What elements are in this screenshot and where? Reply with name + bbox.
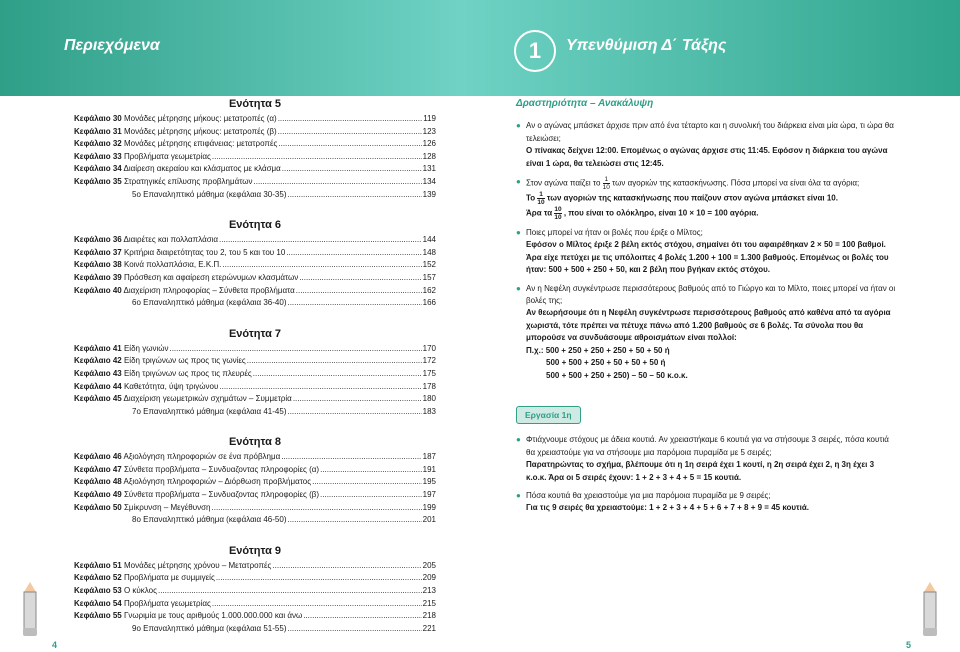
page-number: 218: [422, 611, 436, 621]
chapter-title: Στρατηγικές επίλυσης προβλημάτων: [123, 176, 253, 186]
chapter-label: Κεφάλαιο 46: [74, 452, 122, 462]
chapter-title: Προβλήματα γεωμετρίας: [123, 151, 211, 161]
chapter-title: Μονάδες μέτρησης μήκους: μετατροπές (β): [123, 126, 277, 136]
leader-dots: [296, 285, 422, 298]
page-number: 180: [422, 394, 436, 404]
chapter-row: [74, 560, 436, 573]
chapter-title: Ο κύκλος: [123, 586, 157, 596]
page-number: 119: [423, 114, 436, 123]
chapter-row: [74, 393, 436, 406]
leader-dots: [222, 259, 421, 272]
answer-item: [516, 434, 896, 484]
chapter-title: Σμίκρυνση – Μεγέθυνση: [123, 502, 211, 512]
review-lesson-row: [74, 189, 436, 202]
chapter-row: [74, 476, 436, 489]
contents-title: Περιεχόμενα: [64, 37, 160, 54]
leader-dots: [287, 406, 421, 419]
chapter-row: [74, 126, 436, 139]
leader-dots: [320, 489, 422, 502]
leader-dots: [287, 514, 421, 527]
chapter-row: [74, 451, 436, 464]
chapter-label: Κεφάλαιο 42: [74, 356, 122, 366]
chapter-title: Μονάδες μέτρησης χρόνου – Μετατροπές: [123, 560, 272, 570]
chapter-row: [74, 572, 436, 585]
chapter-label: Κεφάλαιο 40: [74, 285, 122, 295]
chapter-label: Κεφάλαιο 44: [74, 381, 122, 391]
chapter-row: [74, 259, 436, 272]
chapter-title: Σύνθετα προβλήματα – Συνδυαζοντας πληροφορίες (β): [123, 490, 320, 500]
chapter-label: Κεφάλαιο 50: [74, 502, 122, 512]
chapter-label: Κεφάλαιο 49: [74, 490, 122, 500]
chapter-title: Πρόσθεση και αφαίρεση ετερώνυμων κλασμάτων: [123, 272, 299, 282]
fraction: $\frac{1}{10}$: [602, 176, 610, 192]
leader-dots: [278, 113, 423, 126]
answer-text: Αν θεωρήσουμε ότι η Νεφέλη συγκέντρωσε περισσότερους βαθμούς από καθένα από τα αγόρια χωριστά, τότε πρέπει να πέτυχε πάνω από 1.200 βαθμούς σε 6 βολές. Τα σύνολα που θα μπορούσε να συνδυάσουμε αθροισμάτων είναι πολλοί:: [526, 308, 891, 343]
page-number: 148: [422, 247, 436, 257]
answer-text: Για τις 9 σειρές θα χρειαστούμε: 1 + 2 + 3 + 4 + 5 + 6 + 7 + 8 + 9 = 45 κουτιά.: [526, 503, 809, 513]
chapter-title: Υπενθύμιση Δ΄ Τάξης: [566, 37, 727, 54]
chapter-row: [74, 247, 436, 260]
leader-dots: [212, 151, 422, 164]
leader-dots: [169, 343, 421, 356]
chapter-label: Κεφάλαιο 48: [74, 477, 122, 487]
chapter-label: Κεφάλαιο 43: [74, 368, 122, 378]
chapter-label: Κεφάλαιο 54: [74, 598, 122, 608]
chapter-title: Κοινά πολλαπλάσια, Ε.Κ.Π.: [123, 260, 222, 270]
chapter-title: Γνωριμία με τους αριθμούς 1.000.000.000 και άνω: [123, 611, 303, 621]
leader-dots: [287, 623, 421, 636]
chapter-title: Αξιολόγηση πληροφοριών σε ένα πρόβλημα: [123, 452, 281, 462]
chapter-row: [74, 355, 436, 368]
question-text: Στον αγώνα παίζει το $\frac{1}{10}$ των αγοριών της κατασκήνωσης. Πόσα μπορεί να είναι όλα τα αγόρια;: [526, 176, 860, 192]
leader-dots: [287, 189, 421, 202]
chapter-label: Κεφάλαιο 52: [74, 573, 122, 583]
unit-title: Ενότητα 9: [228, 544, 282, 557]
leader-dots: [253, 368, 422, 381]
answer-item: [516, 176, 896, 221]
leader-dots: [158, 585, 422, 598]
page-number: 123: [422, 126, 436, 136]
page-number: 170: [422, 343, 436, 353]
page-number: 197: [422, 490, 436, 500]
leader-dots: [219, 381, 421, 394]
page-number: 172: [422, 356, 436, 366]
work-label: Εργασία 1η: [516, 406, 581, 424]
chapter-label: Κεφάλαιο 51: [74, 560, 122, 570]
chapter-row: [74, 138, 436, 151]
example-line: Π.χ.: 500 + 250 + 250 + 250 + 50 + 50 ή: [526, 345, 670, 355]
chapter-number-badge: 1: [514, 30, 556, 72]
leader-dots: [247, 355, 422, 368]
page-header-band: [0, 0, 960, 96]
fraction: $\frac{10}{10}$: [554, 206, 562, 222]
chapter-row: [74, 585, 436, 598]
chapter-label: Κεφάλαιο 30: [74, 114, 122, 123]
section-title: Δραστηριότητα – Ανακάλυψη: [516, 98, 654, 109]
pencil-icon: [918, 582, 942, 638]
question-text: Ποιες μπορεί να ήταν οι βολές που έριξε ο Μίλτος;: [526, 228, 703, 238]
chapter-label: Κεφάλαιο 32: [74, 139, 122, 149]
pencil-icon: [18, 582, 42, 638]
chapter-title: Διαχείριση γεωμετρικών σχημάτων – Συμμετρία: [123, 394, 292, 404]
page-number: 221: [422, 623, 436, 633]
chapter-title: Αξιολόγηση πληροφοριών – Διόρθωση προβλήματος: [123, 477, 312, 487]
page-number: 175: [422, 368, 436, 378]
leader-dots: [216, 572, 422, 585]
chapter-row: [74, 502, 436, 515]
leader-dots: [312, 476, 422, 489]
leader-dots: [278, 126, 422, 139]
leader-dots: [286, 247, 421, 260]
chapter-label: Κεφάλαιο 47: [74, 464, 122, 474]
chapter-title: 9ο Επαναληπτικό μάθημα (κεφάλαια 51-55): [132, 623, 287, 633]
page-number: 209: [422, 573, 436, 583]
chapter-row: [74, 113, 436, 126]
leader-dots: [320, 464, 422, 477]
leader-dots: [212, 502, 422, 515]
chapter-title: Μονάδες μέτρησης μήκους: μετατροπές (α): [123, 114, 277, 123]
table-of-contents: [74, 98, 436, 635]
bullet-icon: ●: [516, 228, 521, 238]
chapter-title: Είδη τριγώνων ως προς τις γωνίες: [123, 356, 246, 366]
chapter-label: Κεφάλαιο 37: [74, 247, 122, 257]
chapter-title: Είδη γωνιών: [123, 343, 169, 353]
page-number: 166: [422, 298, 436, 308]
chapter-row: [74, 285, 436, 298]
review-lesson-row: [74, 623, 436, 636]
bullet-icon: ●: [516, 490, 521, 500]
chapter-label: Κεφάλαιο 45: [74, 394, 122, 404]
chapter-row: [74, 489, 436, 502]
leader-dots: [281, 451, 421, 464]
page-number: 139: [422, 189, 436, 199]
answer-item: [516, 283, 896, 382]
page-number: 131: [422, 164, 436, 174]
chapter-title: Προβλήματα γεωμετρίας: [123, 598, 211, 608]
chapter-row: [74, 368, 436, 381]
leader-dots: [254, 176, 422, 189]
answer-text: Παρατηρώντας το σχήμα, βλέπουμε ότι η 1η σειρά έχει 1 κουτί, η 2η σειρά έχει 2, η 3η έχει 3 κ.ο.κ. Άρα οι 5 σειρές έχουν: 1 + 2 + 3 + 4 + 5 = 15 κουτιά.: [526, 460, 875, 482]
bullet-icon: ●: [516, 283, 521, 293]
chapter-label: Κεφάλαιο 38: [74, 260, 122, 270]
chapter-row: [74, 610, 436, 623]
leader-dots: [303, 610, 421, 623]
chapter-label: Κεφάλαιο 35: [74, 176, 122, 186]
example-line: 500 + 500 + 250 + 250) – 50 – 50 κ.ο.κ.: [546, 370, 688, 380]
chapter-title: 5ο Επαναληπτικό μάθημα (κεφάλαια 30-35): [132, 189, 287, 199]
page-number: 162: [422, 285, 436, 295]
chapter-row: [74, 598, 436, 611]
page-number: 201: [422, 515, 436, 525]
unit-title: Ενότητα 7: [228, 327, 282, 340]
chapter-row: [74, 381, 436, 394]
review-lesson-row: [74, 297, 436, 310]
leader-dots: [272, 560, 421, 573]
chapter-title: Είδη τριγώνων ως προς τις πλευρές: [123, 368, 252, 378]
chapter-title: Κριτήρια διαιρετότητας του 2, του 5 και του 10: [123, 247, 286, 257]
bullet-icon: ●: [516, 121, 521, 131]
question-text: Αν η Νεφέλη συγκέντρωσε περισσότερους βαθμούς από το Γιώργο και το Μίλτο, ποιες μπορεί να ήταν οι βολές της;: [526, 283, 896, 306]
example-line: 500 + 500 + 250 + 50 + 50 + 50 ή: [546, 358, 666, 368]
fraction: $\frac{1}{10}$: [537, 191, 545, 207]
chapter-title: Μονάδες μέτρησης επιφάνειας: μετατροπές: [123, 139, 278, 149]
chapter-title: Διαιρέτες και πολλαπλάσια: [123, 235, 219, 245]
review-lesson-row: [74, 514, 436, 527]
chapter-label: Κεφάλαιο 34: [74, 164, 122, 174]
bullet-icon: ●: [516, 435, 521, 445]
bullet-icon: ●: [516, 177, 521, 187]
page-number: 157: [422, 272, 436, 282]
chapter-row: [74, 176, 436, 189]
answer-item: [516, 490, 896, 515]
leader-dots: [299, 272, 421, 285]
question-text: Φτιάχνουμε στόχους με άδεια κουτιά. Αν χρειαστήκαμε 6 κουτιά για να στήσουμε 3 σειρές, πόσα κουτιά θα χρειαστούμε για να στήσουμε μια παρόμοια πυραμίδα με 5 σειρές;: [526, 435, 889, 457]
page-number: 152: [422, 260, 436, 270]
chapter-row: [74, 151, 436, 164]
page-number: 134: [422, 176, 436, 186]
chapter-row: [74, 343, 436, 356]
page-number: 205: [422, 560, 436, 570]
page-number: 215: [422, 598, 436, 608]
chapter-title: Διαίρεση ακεραίου και κλάσματος με κλάσμα: [123, 164, 281, 174]
page-number: 126: [422, 139, 436, 149]
leader-dots: [282, 163, 422, 176]
answer-item: [516, 227, 896, 277]
leader-dots: [278, 138, 421, 151]
page-number: 199: [422, 502, 436, 512]
chapter-label: Κεφάλαιο 41: [74, 343, 122, 353]
chapter-title: 7ο Επαναληπτικό μάθημα (κεφάλαια 41-45): [132, 406, 287, 416]
leader-dots: [293, 393, 422, 406]
unit-title: Ενότητα 5: [228, 98, 282, 110]
chapter-title: Διαχείριση πληροφορίας – Σύνθετα προβλήματα: [123, 285, 295, 295]
page-number: 213: [422, 586, 436, 596]
answer-text: Ο πίνακας δείχνει 12:00. Επομένως ο αγώνας άρχισε στις 11:45. Εφόσον η διάρκεια του αγώνα είναι 1 ώρα, θα τελειώσει στις 12:45.: [526, 146, 888, 168]
review-lesson-row: [74, 406, 436, 419]
page-number: 195: [422, 477, 436, 487]
chapter-title: Προβλήματα με συμμιγείς: [123, 573, 215, 583]
answers-column: [516, 98, 896, 521]
chapter-title: 6ο Επαναληπτικό μάθημα (κεφάλαια 36-40): [132, 298, 287, 308]
chapter-label: Κεφάλαιο 55: [74, 611, 122, 621]
page-number: 144: [422, 235, 436, 245]
answer-text: Άρα τα $\frac{10}{10}$ , που είναι το ολόκληρο, είναι 10 × 10 = 100 αγόρια.: [526, 206, 759, 222]
chapter-title: Καθετότητα, ύψη τριγώνου: [123, 381, 219, 391]
question-text: Αν ο αγώνας μπάσκετ άρχισε πριν από ένα τέταρτο και η συνολική του διάρκεια είναι μία ώρα, τι ώρα θα τελειώσει;: [526, 121, 894, 143]
page-number: 178: [422, 381, 436, 391]
leader-dots: [287, 297, 421, 310]
chapter-label: Κεφάλαιο 53: [74, 586, 122, 596]
chapter-row: [74, 272, 436, 285]
chapter-label: Κεφάλαιο 31: [74, 126, 122, 136]
chapter-row: [74, 464, 436, 477]
chapter-label: Κεφάλαιο 33: [74, 151, 122, 161]
page-number-left: 4: [52, 640, 58, 650]
answer-item: [516, 120, 896, 170]
answer-text: Το $\frac{1}{10}$ των αγοριών της κατασκήνωσης που παίζουν στον αγώνα μπάσκετ είναι 10.: [526, 191, 838, 207]
unit-title: Ενότητα 6: [228, 219, 282, 232]
question-text: Πόσα κουτιά θα χρειαστούμε για μια παρόμοια πυραμίδα με 9 σειρές;: [526, 490, 771, 500]
page-number: 183: [422, 406, 436, 416]
leader-dots: [212, 598, 422, 611]
chapter-title: 8ο Επαναληπτικό μάθημα (κεφάλαια 46-50): [132, 515, 287, 525]
unit-title: Ενότητα 8: [228, 436, 282, 449]
page-number-right: 5: [906, 640, 912, 650]
page-number: 128: [422, 151, 436, 161]
page-number: 187: [422, 452, 436, 462]
chapter-row: [74, 234, 436, 247]
chapter-row: [74, 163, 436, 176]
answer-text: Εφόσον ο Μίλτος έριξε 2 βέλη εκτός στόχου, σημαίνει ότι του αφαιρέθηκαν 2 × 50 = 100 βαθμοί. Άρα είχε πετύχει με τις υπόλοιπες 4 βολές 1.200 + 100 = 1.300 βαθμούς. Επομένως οι βολές του ήταν: 500 + 500 + 250 + 50, και 2 βέλη που βγήκαν εκτός στόχου.: [526, 240, 889, 275]
chapter-label: Κεφάλαιο 39: [74, 272, 122, 282]
chapter-title: Σύνθετα προβλήματα – Συνδυαζοντας πληροφορίες (α): [123, 464, 320, 474]
leader-dots: [219, 234, 422, 247]
page-number: 191: [422, 464, 436, 474]
chapter-label: Κεφάλαιο 36: [74, 235, 122, 245]
